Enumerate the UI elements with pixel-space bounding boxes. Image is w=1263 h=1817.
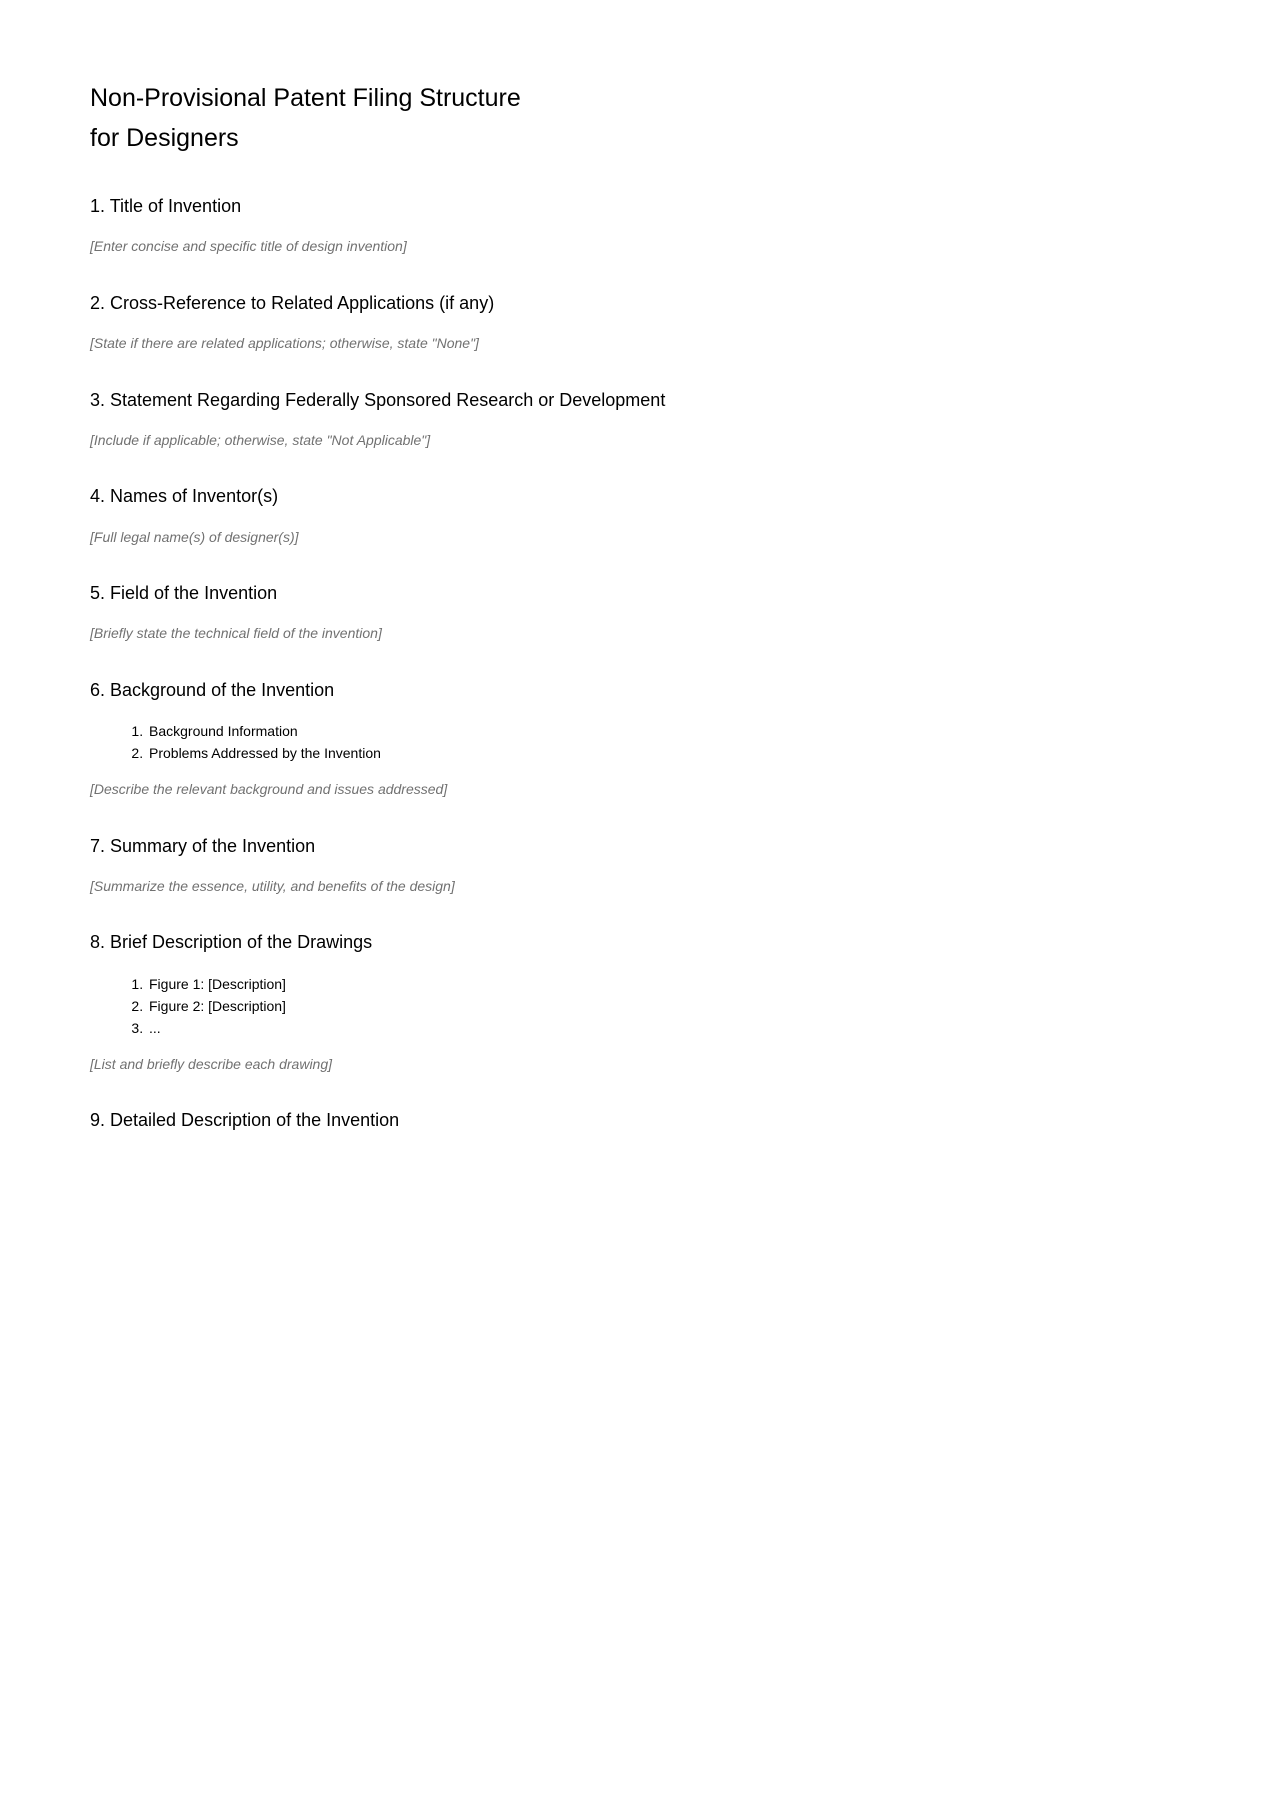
placeholder-text: [State if there are related applications; otherwise, state "None"] xyxy=(90,334,479,351)
placeholder-text: [List and briefly describe each drawing] xyxy=(90,1055,333,1072)
section-title-of-invention xyxy=(90,194,1163,257)
list-item: 1. Background Information xyxy=(147,721,1163,743)
section-heading: 3. Statement Regarding Federally Sponsored Research or Development xyxy=(90,389,666,410)
section-heading: 4. Names of Inventor(s) xyxy=(90,486,279,507)
section-heading: 9. Detailed Description of the Invention xyxy=(90,1110,400,1131)
document-title-line-2: for Designers xyxy=(90,124,239,152)
section-background xyxy=(90,678,1163,800)
section-field-of-invention xyxy=(90,581,1163,644)
section-heading: 5. Field of the Invention xyxy=(90,583,278,604)
list-item: 2. Problems Addressed by the Invention xyxy=(147,743,1163,765)
section-heading: 7. Summary of the Invention xyxy=(90,835,316,856)
section-heading: 1. Title of Invention xyxy=(90,196,242,216)
section-heading: 2. Cross-Reference to Related Applications (if any) xyxy=(90,292,495,313)
placeholder-text: [Describe the relevant background and issues addressed] xyxy=(90,781,448,798)
section-federally-sponsored xyxy=(90,388,1163,451)
placeholder-text: [Enter concise and specific title of design invention] xyxy=(90,238,407,255)
drawings-sublist xyxy=(90,974,1163,1040)
placeholder-text: [Include if applicable; otherwise, state "Not Applicable"] xyxy=(90,431,431,448)
section-heading: 8. Brief Description of the Drawings xyxy=(90,932,373,953)
list-item: 2. Figure 2: [Description] xyxy=(147,996,1163,1018)
section-cross-reference xyxy=(90,291,1163,354)
section-names-of-inventors xyxy=(90,484,1163,547)
section-brief-description-of-drawings xyxy=(90,930,1163,1074)
list-item: 3. ... xyxy=(147,1018,1163,1040)
section-heading: 6. Background of the Invention xyxy=(90,679,335,700)
placeholder-text: [Briefly state the technical field of the invention] xyxy=(90,625,382,642)
list-item: 1. Figure 1: [Description] xyxy=(147,974,1163,996)
document-title-line-1: Non-Provisional Patent Filing Structure xyxy=(90,84,521,112)
section-detailed-description xyxy=(90,1108,1163,1133)
placeholder-text: [Full legal name(s) of designer(s)] xyxy=(90,528,299,545)
placeholder-text: [Summarize the essence, utility, and benefits of the design] xyxy=(90,877,455,894)
document-title xyxy=(90,78,610,158)
section-summary xyxy=(90,834,1163,897)
background-sublist xyxy=(90,721,1163,765)
